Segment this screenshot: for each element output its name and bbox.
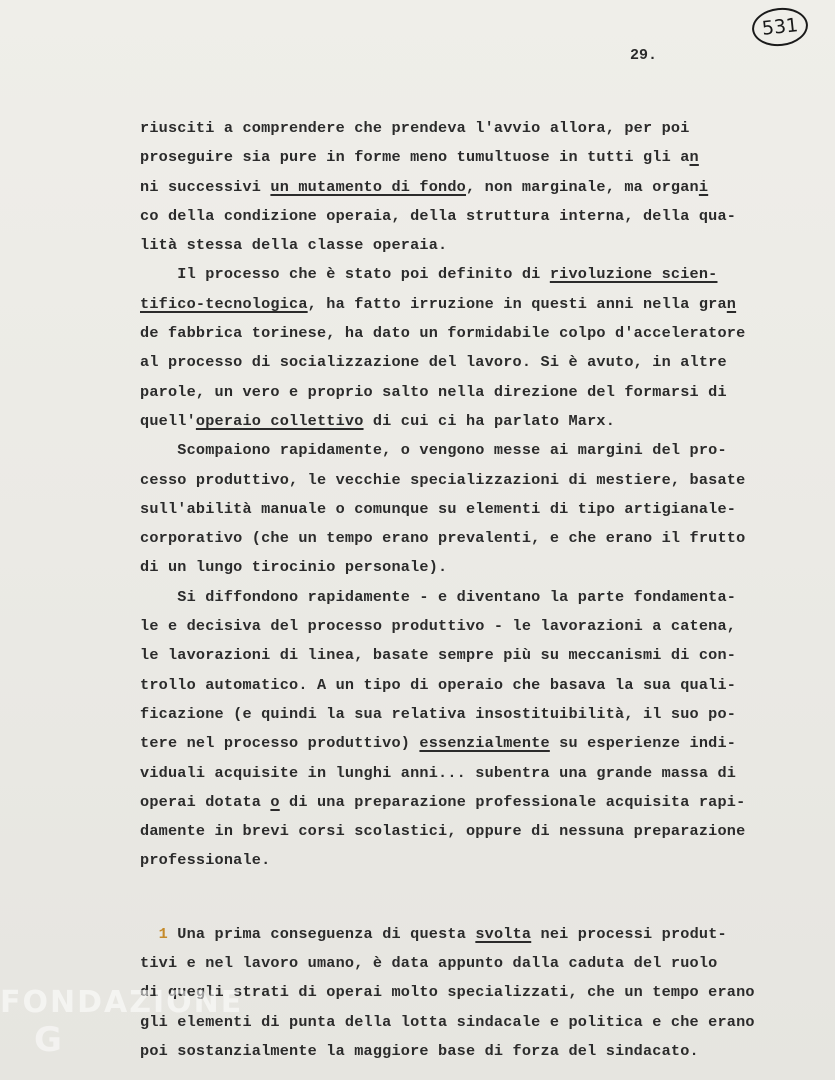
text-run: damente in brevi corsi scolastici, oppure di nessuna preparazione (140, 822, 746, 841)
paragraph-gap (140, 876, 800, 920)
text-line (140, 407, 800, 436)
text-run: tivi e nel lavoro umano, è data appunto dalla caduta del ruolo (140, 954, 718, 973)
text-run: tere nel processo produttivo) (140, 734, 420, 753)
text-run: le lavorazioni di linea, basate sempre più su meccanismi di con- (140, 646, 737, 665)
text-line (140, 202, 800, 231)
text-run: Scompaiono rapidamente, o vengono messe ai margini del pro- (140, 441, 727, 460)
text-run: corporativo (che un tempo erano prevalenti, e che erano il frutto (140, 529, 746, 548)
text-run: le e decisiva del processo produttivo - le lavorazioni a catena, (140, 617, 737, 636)
text-run: operai dotata (140, 792, 271, 811)
typewritten-body (140, 114, 800, 1066)
underlined-text: i (698, 177, 709, 196)
text-line (140, 173, 800, 202)
text-line (140, 495, 800, 524)
archive-stamp: 531 (750, 5, 810, 49)
underlined-text: n (726, 294, 737, 313)
page-number: 29. (630, 47, 658, 64)
text-run: , ha fatto irruzione in questi anni nella gra (307, 294, 727, 313)
text-run: ni successivi (140, 177, 271, 196)
text-line (140, 612, 800, 641)
text-line (140, 671, 800, 700)
text-line (140, 319, 800, 348)
text-run: di un lungo tirocinio personale). (140, 558, 448, 577)
text-line (140, 846, 800, 875)
text-run: viduali acquisite in lunghi anni... subentra una grande massa di (140, 763, 737, 782)
watermark-logo: G (34, 1020, 62, 1060)
text-run: Il processo che è stato poi definito di (140, 265, 550, 284)
text-line (140, 378, 800, 407)
text-run: quell' (140, 411, 196, 430)
underlined-text: operaio collettivo (195, 411, 364, 430)
text-line (140, 436, 800, 465)
text-run: di cui ci ha parlato Marx. (363, 411, 616, 430)
text-run: di quegli strati di operai molto specializzati, che un tempo erano (140, 983, 755, 1002)
underlined-text: o (270, 792, 280, 811)
text-line (140, 920, 800, 949)
text-run: cesso produttivo, le vecchie specializzazioni di mestiere, basate (140, 470, 746, 489)
text-line (140, 1037, 800, 1066)
watermark-text: FONDAZIONE (0, 985, 244, 1020)
text-run: Una prima conseguenza di questa (167, 924, 476, 943)
text-run: riusciti a comprendere che prendeva l'avvio allora, per poi (140, 119, 690, 137)
text-line (140, 114, 800, 143)
text-run: lità stessa della classe operaia. (140, 236, 448, 255)
text-line (140, 553, 800, 582)
text-line (140, 641, 800, 670)
underlined-text: essenzialmente (419, 734, 550, 753)
text-line (140, 729, 800, 758)
text-run: nei processi produt- (531, 924, 727, 943)
text-line (140, 524, 800, 553)
text-run (140, 925, 159, 943)
underlined-text: n (689, 148, 699, 167)
text-line (140, 817, 800, 846)
text-line (140, 949, 800, 978)
underlined-text: tifico-tecnologica (140, 294, 308, 313)
underlined-text: rivoluzione scien- (549, 265, 718, 284)
text-run: di una preparazione professionale acquisita rapi- (279, 792, 746, 811)
text-line (140, 583, 800, 612)
text-run: de fabbrica torinese, ha dato un formidabile colpo d'acceleratore (140, 324, 746, 343)
text-run: trollo automatico. A un tipo di operaio che basava la sua quali- (140, 675, 737, 694)
text-line (140, 231, 800, 260)
text-run: professionale. (140, 851, 271, 870)
text-run: parole, un vero e proprio salto nella direzione del formarsi di (140, 382, 727, 401)
text-run: , non marginale, ma organ (466, 177, 699, 196)
text-run: su esperienze indi- (549, 734, 737, 753)
underlined-text: svolta (475, 924, 532, 943)
text-run: co della condizione operaia, della struttura interna, della qua- (140, 206, 737, 225)
text-run: al processo di socializzazione del lavoro. Si è avuto, in altre (140, 353, 727, 372)
text-line (140, 759, 800, 788)
text-line (140, 260, 800, 289)
underlined-text: un mutamento di fondo (270, 177, 466, 196)
text-run: gli elementi di punta della lotta sindacale e politica e che erano (140, 1012, 755, 1031)
text-line (140, 348, 800, 377)
text-line (140, 788, 800, 817)
text-run: ficazione (e quindi la sua relativa insostituibilità, il suo po- (140, 704, 737, 723)
text-run: Si diffondono rapidamente - e diventano la parte fondamenta- (140, 587, 737, 606)
text-run: proseguire sia pure in forme meno tumultuose in tutti gli a (140, 148, 690, 167)
margin-mark: 1 (158, 924, 168, 943)
text-line (140, 143, 800, 172)
text-line (140, 466, 800, 495)
text-run: sull'abilità manuale o comunque su elementi di tipo artigianale- (140, 499, 737, 518)
text-run: poi sostanzialmente la maggiore base di forza del sindacato. (140, 1041, 699, 1060)
text-line (140, 290, 800, 319)
text-line (140, 700, 800, 729)
